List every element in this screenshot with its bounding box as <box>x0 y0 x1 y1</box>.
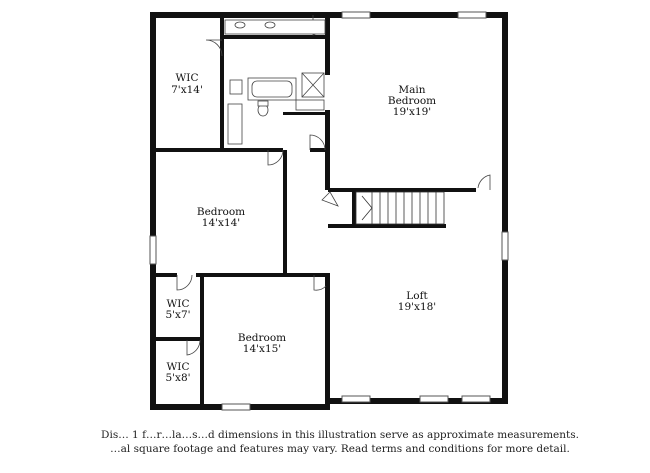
wic-top-dims: 7'x14' <box>171 84 203 96</box>
wic-mid-name: WIC <box>166 298 190 310</box>
main-bedroom-dims: 19'x19' <box>392 106 432 118</box>
wic-mid-dims: 5'x7' <box>165 309 191 321</box>
wic-low-name: WIC <box>166 361 190 373</box>
bedroom-2-dims: 14'x14' <box>201 217 241 229</box>
main-bedroom-name-line2: Bedroom <box>387 95 437 107</box>
bedroom-3-dims: 14'x15' <box>242 343 282 355</box>
bedroom-2-name: Bedroom <box>196 206 246 218</box>
loft-dims: 19'x18' <box>397 301 437 313</box>
disclaimer-line-1: Dis… 1 f…r…la…s…d dimensions in this illustration serve as approximate measurements. <box>101 429 579 441</box>
loft-name: Loft <box>406 290 428 302</box>
main-bedroom-name-line1: Main <box>398 84 426 96</box>
wic-low-dims: 5'x8' <box>165 372 191 384</box>
disclaimer-line-2: …al square footage and features may vary. Read terms and conditions for more detail. <box>110 443 570 455</box>
staircase <box>356 192 444 224</box>
bedroom-3-name: Bedroom <box>237 332 287 344</box>
disclaimer <box>80 428 600 456</box>
wic-top-name: WIC <box>175 72 199 84</box>
